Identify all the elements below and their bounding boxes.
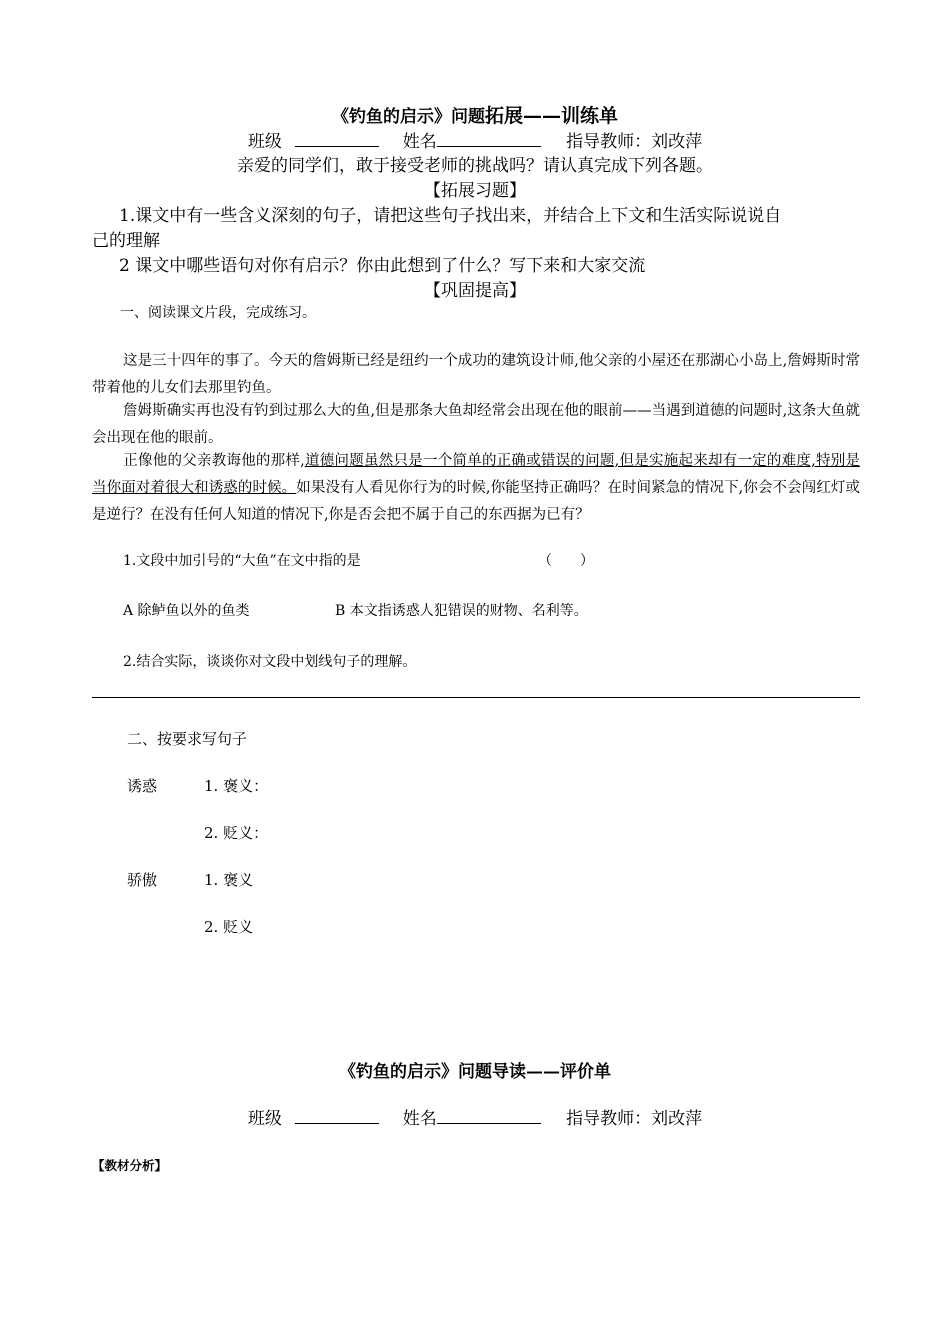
name-label: 姓名 (402, 132, 437, 152)
sheet2-name-label: 姓名 (402, 1109, 437, 1129)
passage-p3-intro: 正像他的父亲教诲他的那样, (123, 453, 305, 469)
sheet2-info-line (0, 1104, 950, 1129)
sheet2-title: 《钓鱼的启示》问题导读——评价单 (339, 1062, 611, 1082)
passage-p3-rest: 如果没有人看见你行为的时候,你能坚持正确吗？在时间紧急的情况下,你会不会闯红灯或是逆行？在没有任何人知道的情况下,你是否会把不属于自己的东西据为已有？ (92, 480, 860, 523)
sheet1-info-line (0, 127, 950, 152)
passage-paragraph-1 (92, 348, 860, 402)
class-blank[interactable] (295, 130, 379, 147)
sheet1-title-big: 拓展——训练单 (484, 105, 618, 127)
question-1-line2: 己的理解 (92, 231, 160, 251)
teacher-label: 指导教师：刘改萍 (566, 132, 703, 152)
exercise-2: 2.结合实际，谈谈你对文段中划线句子的理解。 (123, 654, 417, 670)
section-extend-heading: 【拓展习题】 (424, 181, 526, 201)
sheet2-class-blank[interactable] (295, 1107, 379, 1124)
option-a: A 除鲈鱼以外的鱼类 (123, 603, 250, 619)
underlined-sentence: 道德问题虽然只是一个简单的正确或错误的问题,但是实施起来却有一定的难度,特别是当你面对着很大和诱惑的时候。 (92, 453, 861, 496)
word-1: 诱惑 (127, 777, 158, 795)
sheet1-intro: 亲爱的同学们，敢于接受老师的挑战吗？请认真完成下列各题。 (237, 156, 713, 176)
part2-title: 二、按要求写句子 (127, 730, 248, 748)
name-blank[interactable] (437, 130, 541, 147)
horizontal-rule (92, 697, 860, 698)
word-2-negative: 2. 贬义 (204, 918, 254, 936)
sheet2-class-label: 班级 (247, 1109, 282, 1129)
sheet2-name-blank[interactable] (437, 1107, 541, 1124)
word-2-positive: 1. 褒义 (204, 871, 254, 889)
passage-paragraph-3 (92, 448, 860, 529)
sheet2-teacher-label: 指导教师：刘改萍 (566, 1109, 703, 1129)
question-2: 2 课文中哪些语句对你有启示？你由此想到了什么？写下来和大家交流 (119, 256, 646, 276)
word-1-positive: 1. 褒义： (204, 777, 269, 795)
word-2: 骄傲 (127, 871, 158, 889)
part1-title: 一、阅读课文片段，完成练习。 (120, 305, 316, 321)
passage-paragraph-2 (92, 398, 860, 452)
word-1-negative: 2. 贬义： (204, 824, 269, 842)
exercise-1-answer-paren[interactable]: （ ） (538, 553, 594, 569)
section-consolidate-heading: 【巩固提高】 (424, 281, 526, 301)
passage-p1-text: 这是三十四年的事了。今天的詹姆斯已经是纽约一个成功的建筑设计师,他父亲的小屋还在那湖心小岛上,詹姆斯时常带着他的儿女们去那里钓鱼。 (92, 353, 860, 396)
question-1-line1: 1.课文中有一些含义深刻的句子，请把这些句子找出来，并结合上下文和生活实际说说自 (119, 206, 782, 226)
passage-p2-text: 詹姆斯确实再也没有钓到过那么大的鱼,但是那条大鱼却经常会出现在他的眼前——当遇到道德的问题时,这条大鱼就会出现在他的眼前。 (92, 403, 860, 446)
sheet1-title-main: 《钓鱼的启示》问题 (331, 107, 485, 127)
sheet1-title (0, 101, 950, 128)
exercise-1: 1.文段中加引号的“大鱼”在文中指的是 (123, 553, 361, 569)
class-label: 班级 (247, 132, 282, 152)
option-b: B 本文指诱惑人犯错误的财物、名利等。 (335, 603, 588, 619)
section-material-heading: 【教材分析】 (92, 1158, 168, 1173)
